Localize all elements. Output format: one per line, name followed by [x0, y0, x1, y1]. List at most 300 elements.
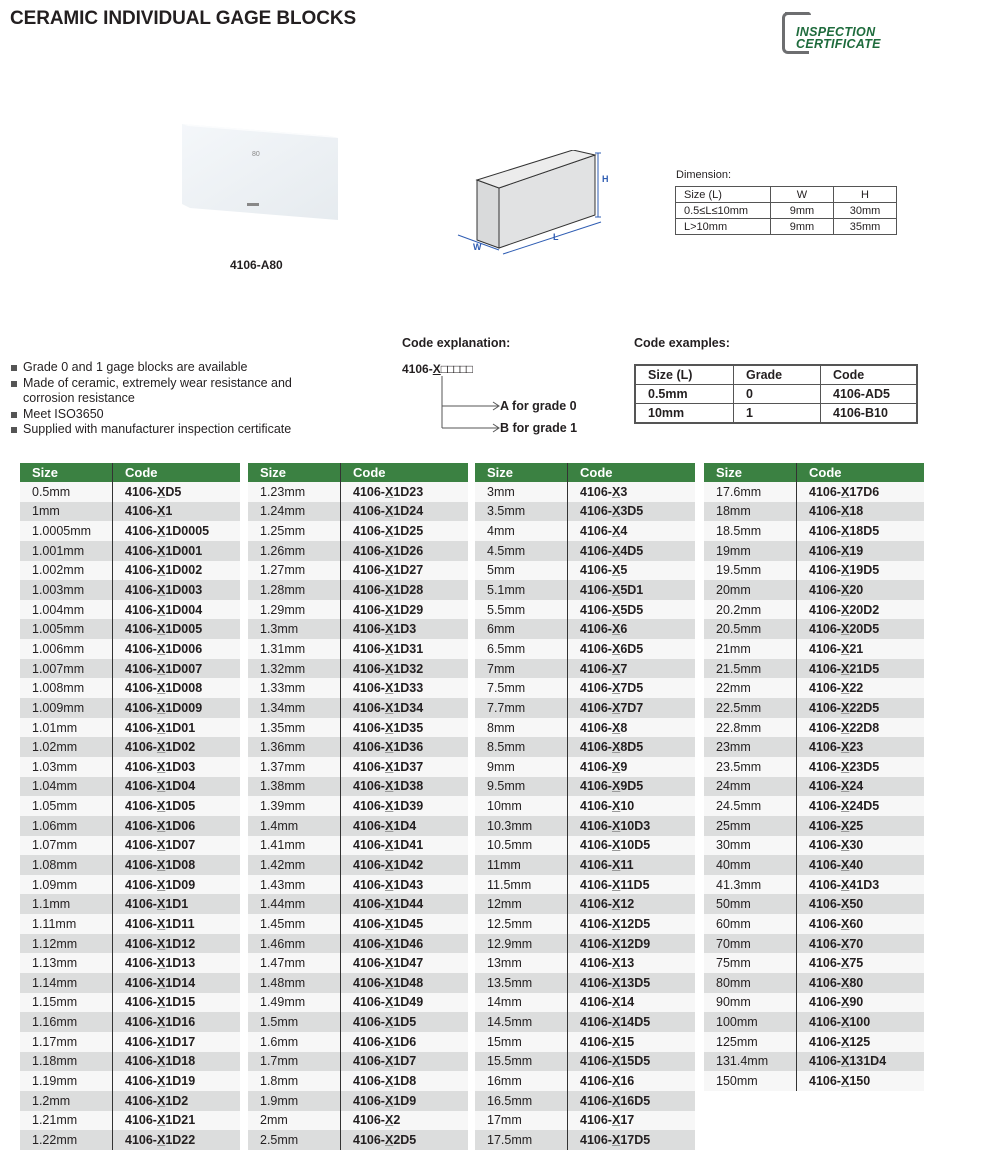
size-cell: 24mm	[704, 777, 797, 797]
code-variable: X	[611, 936, 621, 951]
code-suffix: 1D21	[165, 1113, 196, 1128]
size-cell: 1.006mm	[20, 639, 113, 659]
table-row	[704, 836, 924, 856]
code-examples-header-row	[635, 365, 917, 385]
code-cell	[797, 816, 925, 836]
code-prefix: 4106-	[353, 1015, 385, 1030]
code-cell	[568, 855, 696, 875]
code-prefix: 4106-	[580, 700, 612, 715]
code-cell	[568, 973, 696, 993]
code-variable: X	[840, 759, 850, 774]
table-row	[248, 973, 468, 993]
code-variable: X	[384, 936, 394, 951]
code-suffix: 25	[849, 818, 864, 833]
size-code-table-2	[248, 463, 468, 1150]
code-variable: X	[384, 543, 394, 558]
code-suffix: 24	[849, 779, 864, 794]
code-suffix: 80	[849, 975, 864, 990]
dim-header-size: Size (L)	[676, 187, 771, 203]
code-cell	[113, 698, 241, 718]
code-cell	[113, 1091, 241, 1111]
table-row	[248, 619, 468, 639]
code-suffix: 11	[620, 857, 634, 872]
code-prefix: 4106-	[580, 779, 612, 794]
code-prefix: 4106-	[353, 524, 385, 539]
code-cell	[113, 1130, 241, 1150]
code-variable: X	[840, 661, 850, 676]
dim-header-w: W	[771, 187, 834, 203]
code-suffix: 1D02	[165, 740, 196, 755]
table-row	[248, 659, 468, 679]
code-placeholder-boxes: □□□□□	[440, 362, 472, 376]
code-suffix: 6	[620, 622, 628, 637]
size-code-table-4	[704, 463, 924, 1091]
size-cell: 1.6mm	[248, 1032, 341, 1052]
code-suffix: 9D5	[620, 779, 644, 794]
code-prefix: 4106-	[353, 484, 385, 499]
size-cell: 1.11mm	[20, 914, 113, 934]
code-prefix: 4106-	[353, 897, 385, 912]
code-cell	[797, 561, 925, 581]
code-variable: X	[384, 916, 394, 931]
code-variable: X	[156, 740, 166, 755]
code-prefix: 4106-	[580, 681, 612, 696]
size-cell: 75mm	[704, 953, 797, 973]
code-suffix: 1D5	[393, 1015, 417, 1030]
code-cell	[341, 561, 469, 581]
table-row	[20, 482, 240, 502]
size-cell: 90mm	[704, 993, 797, 1013]
table-row	[475, 1111, 695, 1131]
code-variable: X	[384, 1034, 394, 1049]
code-variable: X	[384, 681, 394, 696]
code-cell	[797, 894, 925, 914]
code-cell	[113, 1032, 241, 1052]
table-row	[475, 953, 695, 973]
code-cell	[797, 482, 925, 502]
code-variable: X	[840, 681, 850, 696]
size-cell: 1.26mm	[248, 541, 341, 561]
code-suffix: 16	[620, 1074, 635, 1089]
code-cell	[113, 836, 241, 856]
table-row	[248, 1071, 468, 1091]
code-suffix: 90	[849, 995, 864, 1010]
table-row	[704, 816, 924, 836]
code-suffix: D5	[165, 484, 182, 499]
size-cell: 1.35mm	[248, 718, 341, 738]
code-prefix: 4106-	[125, 857, 157, 872]
table-row	[20, 1091, 240, 1111]
size-cell: 30mm	[704, 836, 797, 856]
code-cell	[113, 855, 241, 875]
code-prefix: 4106-	[580, 1034, 612, 1049]
code-variable: X	[156, 681, 166, 696]
code-prefix: 4106-	[809, 1034, 841, 1049]
code-prefix: 4106-	[580, 661, 612, 676]
code-prefix: 4106-	[580, 897, 612, 912]
size-cell: 8.5mm	[475, 737, 568, 757]
code-variable: X	[384, 956, 394, 971]
code-cell	[113, 678, 241, 698]
code-suffix: 1D13	[165, 956, 196, 971]
code-cell	[797, 659, 925, 679]
code-cell	[568, 894, 696, 914]
code-cell	[341, 875, 469, 895]
code-variable: X	[156, 1093, 166, 1108]
code-cell	[568, 914, 696, 934]
code-suffix: 60	[849, 916, 864, 931]
size-cell: 14mm	[475, 993, 568, 1013]
code-variable: X	[840, 563, 850, 578]
table-row	[248, 1111, 468, 1131]
code-variable: X	[384, 1093, 394, 1108]
code-variable: X	[611, 779, 621, 794]
code-suffix: 1D35	[393, 720, 424, 735]
code-prefix: 4106-	[580, 543, 612, 558]
code-suffix: 24D5	[849, 799, 880, 814]
dim-cell: 30mm	[834, 203, 897, 219]
code-prefix: 4106-	[809, 759, 841, 774]
table-row	[475, 1052, 695, 1072]
code-prefix: 4106-	[125, 877, 157, 892]
code-prefix: 4106-	[353, 1093, 385, 1108]
ex-cell: 0.5mm	[635, 385, 734, 404]
code-examples-label: Code examples:	[634, 336, 730, 350]
block-size-label: 80	[252, 151, 260, 158]
code-suffix: 1D28	[393, 583, 424, 598]
code-cell	[568, 659, 696, 679]
code-cell	[341, 855, 469, 875]
code-prefix: 4106-	[125, 956, 157, 971]
size-cell: 1.2mm	[20, 1091, 113, 1111]
code-variable: X	[384, 622, 394, 637]
dim-header-h: H	[834, 187, 897, 203]
size-cell: 23mm	[704, 737, 797, 757]
code-suffix: 5D1	[620, 583, 644, 598]
size-cell: 1.41mm	[248, 836, 341, 856]
code-prefix: 4106-	[580, 740, 612, 755]
code-suffix: 1D16	[165, 1015, 196, 1030]
code-variable: X	[611, 1113, 621, 1128]
code-variable: X	[611, 818, 621, 833]
code-suffix: 13D5	[620, 975, 651, 990]
code-prefix: 4106-	[353, 583, 385, 598]
table-header-row	[475, 463, 695, 482]
code-suffix: 1D17	[165, 1034, 196, 1049]
code-cell	[113, 1071, 241, 1091]
code-prefix: 4106-	[125, 1113, 157, 1128]
code-prefix: 4106-	[809, 1054, 841, 1069]
size-cell: 40mm	[704, 855, 797, 875]
code-cell	[568, 561, 696, 581]
table-row	[704, 561, 924, 581]
code-prefix: 4106-	[125, 700, 157, 715]
feature-item: Supplied with manufacturer inspection certificate	[10, 422, 343, 438]
code-cell	[113, 993, 241, 1013]
code-suffix: 1D39	[393, 799, 424, 814]
size-cell: 1.3mm	[248, 619, 341, 639]
table-row	[248, 1052, 468, 1072]
size-cell: 1.39mm	[248, 796, 341, 816]
code-variable: X	[611, 661, 621, 676]
code-prefix: 4106-	[125, 799, 157, 814]
size-code-table-3	[475, 463, 695, 1150]
code-variable: X	[384, 720, 394, 735]
size-cell: 17.5mm	[475, 1130, 568, 1150]
code-prefix: 4106-	[580, 1015, 612, 1030]
code-prefix: 4106-	[809, 543, 841, 558]
size-cell: 12mm	[475, 894, 568, 914]
code-cell	[568, 993, 696, 1013]
table-row	[475, 1012, 695, 1032]
size-cell: 1.25mm	[248, 521, 341, 541]
dimension-row	[676, 203, 897, 219]
code-example-row	[635, 385, 917, 404]
code-prefix: 4106-	[580, 602, 612, 617]
code-variable: X	[156, 995, 166, 1010]
code-variable: X	[156, 700, 166, 715]
table-row	[704, 639, 924, 659]
code-prefix: 4106-	[809, 877, 841, 892]
table-row	[248, 914, 468, 934]
code-cell	[797, 973, 925, 993]
size-cell: 1.48mm	[248, 973, 341, 993]
code-cell	[113, 914, 241, 934]
code-suffix: 18	[849, 504, 864, 519]
code-cell	[568, 521, 696, 541]
code-cell	[113, 953, 241, 973]
code-prefix: 4106-	[125, 897, 157, 912]
code-variable: X	[384, 779, 394, 794]
ex-header-size: Size (L)	[635, 365, 734, 385]
table-row	[704, 600, 924, 620]
table-row	[704, 934, 924, 954]
code-suffix: 1D49	[393, 995, 424, 1010]
size-cell: 5.5mm	[475, 600, 568, 620]
code-prefix: 4106-	[125, 1093, 157, 1108]
code-suffix: 4	[620, 524, 628, 539]
table-row	[475, 993, 695, 1013]
table-row	[248, 521, 468, 541]
code-variable: X	[840, 1034, 850, 1049]
table-row	[704, 502, 924, 522]
code-suffix: 125	[849, 1034, 871, 1049]
code-prefix: 4106-	[809, 622, 841, 637]
code-variable: X	[156, 759, 166, 774]
table-row	[20, 737, 240, 757]
code-suffix: 1D18	[165, 1054, 196, 1069]
code-cell	[568, 541, 696, 561]
table-row	[20, 796, 240, 816]
code-prefix: 4106-	[125, 975, 157, 990]
code-prefix: 4106-	[125, 484, 157, 499]
code-suffix: 1D19	[165, 1074, 196, 1089]
code-prefix: 4106-	[125, 1054, 157, 1069]
table-row	[704, 718, 924, 738]
table-row	[20, 1130, 240, 1150]
ex-cell: 0	[734, 385, 821, 404]
table-row	[248, 894, 468, 914]
table-row	[20, 561, 240, 581]
code-prefix: 4106-	[353, 504, 385, 519]
table-row	[475, 934, 695, 954]
code-cell	[797, 757, 925, 777]
dim-cell: 35mm	[834, 219, 897, 235]
code-variable: X	[156, 936, 166, 951]
code-cell	[797, 521, 925, 541]
table-row	[475, 1091, 695, 1111]
size-cell: 15mm	[475, 1032, 568, 1052]
table-row	[20, 973, 240, 993]
code-cell	[341, 1052, 469, 1072]
code-suffix: 70	[849, 936, 864, 951]
code-variable: X	[156, 897, 166, 912]
size-cell: 60mm	[704, 914, 797, 934]
code-prefix: 4106-	[809, 484, 841, 499]
code-suffix: 1D48	[393, 975, 424, 990]
table-row	[704, 698, 924, 718]
code-suffix: 16D5	[620, 1093, 651, 1108]
code-cell	[797, 678, 925, 698]
code-suffix: 10D5	[620, 838, 651, 853]
table-row	[20, 816, 240, 836]
ex-cell: 1	[734, 404, 821, 424]
table-row	[248, 1012, 468, 1032]
code-variable: X	[611, 799, 621, 814]
code-variable: X	[384, 857, 394, 872]
code-cell	[568, 1130, 696, 1150]
code-variable: X	[840, 641, 850, 656]
size-cell: 1.21mm	[20, 1111, 113, 1131]
code-suffix: 23D5	[849, 759, 880, 774]
code-cell	[797, 953, 925, 973]
size-cell: 1.31mm	[248, 639, 341, 659]
table-row	[704, 757, 924, 777]
code-cell	[568, 757, 696, 777]
size-cell: 1.008mm	[20, 678, 113, 698]
column-header-size: Size	[248, 463, 341, 482]
size-cell: 1.02mm	[20, 737, 113, 757]
code-variable: X	[611, 1093, 621, 1108]
code-prefix: 4106-	[580, 720, 612, 735]
page-title: CERAMIC INDIVIDUAL GAGE BLOCKS	[10, 8, 357, 29]
code-prefix: 4106-	[353, 1034, 385, 1049]
size-cell: 10.5mm	[475, 836, 568, 856]
size-cell: 1.46mm	[248, 934, 341, 954]
table-row	[475, 482, 695, 502]
code-suffix: 21D5	[849, 661, 880, 676]
code-cell	[341, 1012, 469, 1032]
code-suffix: 1D07	[165, 838, 196, 853]
code-prefix: 4106-	[125, 583, 157, 598]
size-cell: 1.45mm	[248, 914, 341, 934]
code-cell	[797, 914, 925, 934]
size-cell: 8mm	[475, 718, 568, 738]
code-prefix: 4106-	[125, 1015, 157, 1030]
code-variable: X	[611, 1054, 621, 1069]
code-variable: X	[611, 504, 621, 519]
size-cell: 1.28mm	[248, 580, 341, 600]
code-prefix: 4106-	[125, 543, 157, 558]
dim-cell: 9mm	[771, 219, 834, 235]
code-cell	[113, 973, 241, 993]
code-cell	[113, 600, 241, 620]
photo-caption: 4106-A80	[230, 258, 283, 272]
code-variable: X	[384, 1113, 394, 1128]
table-row	[20, 1032, 240, 1052]
code-suffix: 15D5	[620, 1054, 651, 1069]
code-variable: X	[840, 1054, 850, 1069]
table-row	[248, 600, 468, 620]
code-suffix: 40	[849, 857, 864, 872]
table-row	[248, 580, 468, 600]
code-suffix: 1D36	[393, 740, 424, 755]
code-variable: X	[432, 362, 441, 376]
code-prefix: 4106-	[125, 622, 157, 637]
dimension-diagram	[455, 150, 615, 255]
code-cell	[113, 639, 241, 659]
code-variable: X	[156, 818, 166, 833]
code-prefix: 4106-	[809, 740, 841, 755]
table-header-row	[704, 463, 924, 482]
code-suffix: 1D22	[165, 1132, 196, 1147]
code-suffix: 1D005	[165, 622, 203, 637]
table-row	[248, 639, 468, 659]
code-cell	[568, 678, 696, 698]
code-suffix: 17D6	[849, 484, 880, 499]
size-cell: 23.5mm	[704, 757, 797, 777]
code-suffix: 8D5	[620, 740, 644, 755]
ex-cell: 4106-B10	[821, 404, 918, 424]
code-suffix: 1D29	[393, 602, 424, 617]
table-row	[475, 777, 695, 797]
size-cell: 1.34mm	[248, 698, 341, 718]
table-row	[248, 737, 468, 757]
code-cell	[568, 934, 696, 954]
table-row	[704, 619, 924, 639]
table-row	[475, 619, 695, 639]
code-cell	[113, 619, 241, 639]
table-row	[20, 541, 240, 561]
table-row	[20, 639, 240, 659]
size-cell: 1.47mm	[248, 953, 341, 973]
code-suffix: 150	[849, 1074, 871, 1089]
size-cell: 131.4mm	[704, 1052, 797, 1072]
code-suffix: 7D5	[620, 681, 644, 696]
code-cell	[341, 1091, 469, 1111]
code-cell	[568, 953, 696, 973]
table-row	[704, 737, 924, 757]
table-row	[704, 855, 924, 875]
code-suffix: 131D4	[849, 1054, 887, 1069]
code-variable: X	[611, 975, 621, 990]
size-cell: 1.1mm	[20, 894, 113, 914]
code-variable: X	[156, 1132, 166, 1147]
code-prefix: 4106-	[580, 563, 612, 578]
code-variable: X	[840, 524, 850, 539]
size-cell: 17.6mm	[704, 482, 797, 502]
size-cell: 1.06mm	[20, 816, 113, 836]
code-suffix: 1D31	[393, 641, 424, 656]
code-suffix: 1D46	[393, 936, 424, 951]
size-cell: 1.009mm	[20, 698, 113, 718]
code-suffix: 20	[849, 583, 864, 598]
code-prefix: 4106-	[353, 1074, 385, 1089]
table-row	[20, 1012, 240, 1032]
code-pattern	[402, 362, 472, 376]
code-cell	[797, 502, 925, 522]
code-cell	[113, 1052, 241, 1072]
